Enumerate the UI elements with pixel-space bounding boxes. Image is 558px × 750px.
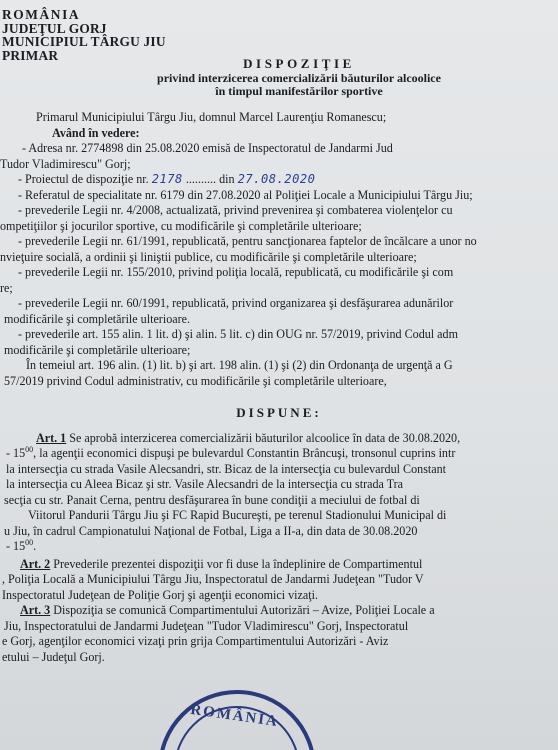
art1-line-3: la intersecţia cu strada Vasile Alecsandri, str. Bicaz de la intersecţia cu bulevardul Constant: [6, 461, 447, 476]
proiect-prefix: - Proiectul de dispoziţie nr.: [18, 172, 149, 186]
art2-line-3: Inspectoratul Judeţean de Poliţie Gorj şi agenţii economici vizaţi.: [2, 587, 319, 602]
preamble-lege4-1: - prevederile Legii nr. 4/2008, actualizată, privind prevenirea şi combaterea violenţelor cu: [18, 203, 453, 217]
title-subtitle-2: în timpul manifestărilor sportive: [215, 84, 383, 98]
art3-label: Art. 3: [20, 603, 51, 617]
preamble-lege61-1: - prevederile Legii nr. 61/1991, republicată, pentru sancţionarea faptelor de încălcare a unor no: [18, 234, 477, 248]
proiect-number-handwritten: 2178: [151, 172, 183, 186]
preamble-lege155-1: - prevederile Legii nr. 155/2010, privind poliţia locală, republicată, cu modificările şi com: [18, 265, 454, 279]
preamble-adresa-2: Tudor Vladimirescu" Gorj;: [0, 156, 131, 171]
art3-line-1: Art. 3 Dispoziţia se comunică Compartimentului Autorizări – Avize, Poliţiei Locale a: [20, 603, 435, 617]
art2-line-1: Art. 2 Prevederile prezentei dispoziţii vor fi duse la îndeplinire de Compartimentul: [20, 556, 423, 571]
preamble-proiect: - Proiectul de dispoziţie nr. 2178 .......... din 27.08.2020: [18, 172, 316, 186]
proiect-din: din: [219, 172, 235, 186]
title-main: DISPOZIŢIE: [243, 56, 355, 71]
art1-line-8: - $15^{00}$.: [6, 537, 37, 553]
preamble-oug-2: modificările şi completările ulterioare;: [4, 342, 191, 357]
art1-line-4: la intersecţia cu Aleea Bicaz şi str. Vasile Alecsandri de la intersecţia cu strada Tra: [6, 477, 404, 491]
stamp-text: ROMÂNIA: [189, 701, 280, 731]
preamble-oug-1: - prevederile art. 155 alin. 1 lit. d) şi alin. 5 lit. c) din OUG nr. 57/2019, privind Codul adm: [18, 327, 459, 341]
official-stamp: [158, 690, 316, 750]
preamble-referat: - Referatul de specialitate nr. 6179 din 27.08.2020 al Poliţiei Locale a Municipiului Târgu Jiu;: [18, 187, 473, 202]
preamble-temei-1: În temeiul art. 196 alin. (1) lit. b) şi art. 198 alin. (1) şi (2) din Ordonanţa de urgenţă a G: [26, 358, 453, 372]
preamble-lege4-2: ompetiţiilor şi jocurilor sportive, cu modificările şi completările ulterioare;: [0, 218, 362, 233]
preamble-lege60-2: modificările şi completările ulterioare.: [4, 311, 191, 326]
art1-line-6: Viitorul Pandurii Târgu Jiu şi FC Rapid Bucureşti, pe terenul Stadionului Municipal di: [28, 508, 447, 522]
art1-line-7: u Jiu, în cadrul Campionatului Naţional de Fotbal, Liga a II-a, din data de 30.08.2020: [4, 523, 418, 538]
title-subtitle-1: privind interzicerea comercializării băuturilor alcoolice: [157, 71, 441, 85]
preamble-lege60-1: - prevederile Legii nr. 60/1991, republicată, privind organizarea şi desfăşurarea adunărilor: [18, 296, 454, 310]
header-city: MUNICIPIUL TÂRGU JIU: [2, 34, 166, 50]
preamble-adresa-1: - Adresa nr. 2774898 din 25.08.2020 emisă de Inspectoratul de Jandarmi Jud: [22, 141, 393, 155]
proiect-date-handwritten: 27.08.2020: [237, 172, 316, 186]
preamble-intro: Primarul Municipiului Târgu Jiu, domnul Marcel Laurenţiu Romanescu;: [36, 110, 387, 124]
header-country: ROMÂNIA: [2, 7, 81, 22]
art1-line-1: Art. 1 Se aprobă interzicerea comercializării băuturilor alcoolice în data de 30.08.2020,: [36, 430, 461, 445]
document-title: [0, 56, 558, 98]
document-body: [0, 110, 558, 665]
art2-label: Art. 2: [20, 556, 51, 571]
preamble-temei-2: 57/2019 privind Codul administrativ, cu modificările şi completările ulterioare,: [4, 373, 387, 388]
art3-line-3: e Gorj, agenţilor economici vizaţi prin grija Compartimentului Autorizări - Aviz: [2, 634, 389, 648]
art3-line-4: etului – Judeţul Gorj.: [2, 649, 105, 664]
art1-line-2: - $15^{00}$, la agenţii economici dispuşi pe bulevardul Constantin Brâncuşi, tronsonul cuprins intr: [6, 444, 456, 460]
document-header: [2, 8, 166, 62]
preamble-lege155-2: re;: [0, 280, 13, 295]
art3-line-2: Jiu, Inspectoratului de Jandarmi Judeţean "Tudor Vladimirescu" Gorj, Inspectoratul: [4, 618, 409, 633]
art2-line-2: , Poliţia Locală a Municipiului Târgu Jiu, Inspectoratul de Jandarmi Judeţean "Tudor V: [2, 572, 424, 586]
preamble-avand: Având în vedere:: [52, 125, 140, 140]
art1-line-5: secţia cu str. Panait Cerna, pentru desfăşurarea în bune condiţii a meciului de fotbal di: [4, 492, 420, 507]
header-office: PRIMAR: [2, 47, 59, 63]
art1-label: Art. 1: [36, 430, 67, 445]
dispune-heading: DISPUNE:: [236, 405, 322, 420]
header-county: JUDEŢUL GORJ: [2, 20, 107, 36]
preamble-lege61-2: nvieţuire socială, a ordinii şi liniştii publice, cu modificările şi completările ulterioare;: [0, 249, 417, 264]
